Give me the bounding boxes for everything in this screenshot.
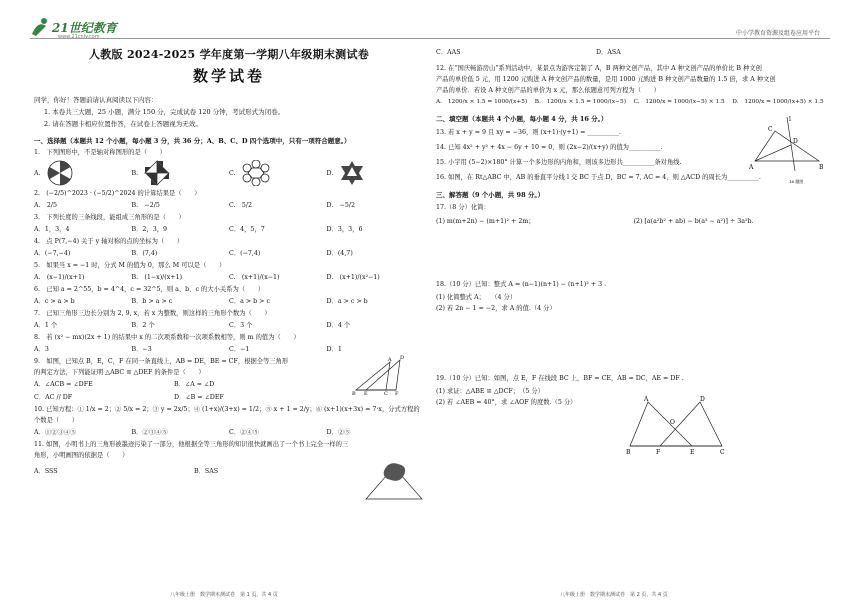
- question-2-stem: 2. (−2/5)^2023 · (−5/2)^2024 的计算结果是（ ）: [34, 190, 201, 197]
- question-4-options: [34, 247, 424, 260]
- exam-subtitle: 数学试卷: [192, 67, 265, 85]
- question-10-options: [34, 426, 424, 439]
- question-7-stem: 7. 已知三角形三边长分别为 2, 9, x，若 x 为整数，则这样的三角形个数为（ ）: [34, 310, 271, 317]
- question-18-head: 18.（10 分）已知：整式 A = (n−1)(n+1) − (n+1)² + 3 .: [436, 281, 607, 288]
- svg-text:B: B: [352, 391, 356, 396]
- question-17-head: 17.（8 分）化简：: [436, 204, 490, 211]
- question-7-options: [34, 319, 424, 332]
- right-column: [436, 44, 831, 586]
- question-9-options-row2: [34, 391, 314, 404]
- section-fill-heading: 二、填空题（本题共 4 个小题，每小题 4 分，共 16 分。）: [436, 115, 608, 123]
- svg-text:E: E: [690, 449, 695, 454]
- q11-option-b[interactable]: B．SAS: [194, 468, 219, 475]
- question-19: [436, 372, 831, 454]
- footer-right: 八年级上册 数学期末测试卷 第 2 页，共 4 页: [560, 592, 668, 598]
- q3-option-d[interactable]: D．3，3，6: [326, 226, 363, 233]
- question-12-stem-3: 产品的单价．若设 A 种文创产品的单价为 x 元，那么依题意可列方程为（ ）: [436, 87, 660, 94]
- q5-option-b[interactable]: B. (1−x)/(x+1): [131, 274, 183, 281]
- pinwheel-figure: [144, 160, 170, 186]
- q18-answer-area[interactable]: [436, 314, 831, 372]
- logo-url: www.21cnjy.com: [58, 34, 100, 40]
- q6-option-c[interactable]: C．a > b > c: [229, 298, 270, 305]
- footer-left: 八年级上册 数学期末测试卷 第 1 页，共 4 页: [170, 592, 278, 598]
- q2-option-a[interactable]: A. 2/5: [34, 202, 57, 209]
- svg-text:F: F: [395, 391, 399, 396]
- svg-text:l: l: [789, 116, 791, 123]
- q9-option-a[interactable]: A．∠ACB = ∠DFE: [34, 381, 93, 388]
- q16-figure-caption: 16 题图: [789, 179, 804, 184]
- notice: [34, 94, 424, 130]
- question-11-stem-1: 11. 如图，小明书上的三角形被墨迹污染了一部分，他根据全等三角形的知识很快就画出了一个书上完全一样的三: [34, 441, 349, 448]
- q19-crossing-triangles-figure: [626, 394, 726, 454]
- question-12-stem-2: 产品的单价低 5 元，用 1200 元购进 A 种文创产品的数量，是用 1000 元购进 B 种文创产品数量的 1.5 倍，求 A 种文创: [436, 76, 776, 83]
- notice-item-2: 2. 请在答题卡相应位置作答，在试卷上答题视为无效。: [44, 120, 202, 128]
- question-12-stem-1: 12. 在“国庆畅游房山”系列活动中，某景点为游客定制了 A，B 两种文创产品，其中 A 种文创产品的单价比 B 种文创: [436, 65, 762, 72]
- q8-option-b[interactable]: B．−3: [131, 346, 152, 353]
- q10-option-b[interactable]: B．②③④⑤: [131, 429, 168, 436]
- q1-option-d[interactable]: D.: [327, 160, 425, 186]
- q11-option-d[interactable]: D．ASA: [596, 49, 621, 56]
- question-8-stem: 8. 若 (x² − mx)(2x + 1) 的结果中 x 的二次项系数和一次项系数相等，则 m 的值为（ ）: [34, 334, 300, 341]
- q6-option-a[interactable]: A．c > a > b: [34, 298, 75, 305]
- q6-option-d[interactable]: D．a > c > b: [326, 298, 368, 305]
- q18-part-2: (2) 若 2n − 1 = −2，求 A 的值.（4 分）: [436, 305, 556, 312]
- question-9-stem-2: 的判定方法，下列能证明 △ABC ≌ △DEF 的条件是（ ）: [34, 369, 205, 376]
- q11-option-a[interactable]: A．SSS: [34, 468, 58, 475]
- question-16: 16. 如图，在 Rt△ABC 中，AB 的垂直平分线 l 交 BC 于点 D，BC = 7, AC = 4，则 △ACD 的周长为__________.: [436, 174, 761, 181]
- q2-option-c[interactable]: C. 5/2: [229, 202, 253, 209]
- question-2-options: [34, 199, 424, 212]
- question-13: 13. 若 x + y = 9 且 xy = −36，则 (x+1)·(y+1) = __________.: [436, 129, 621, 136]
- q4-option-b[interactable]: B．(7,4): [131, 250, 158, 257]
- svg-text:B: B: [819, 164, 824, 171]
- q17-answer-area[interactable]: [436, 228, 831, 278]
- platform-name: 中小学教育资源及组卷应用平台: [735, 30, 820, 37]
- q2-option-b[interactable]: B. −2/5: [131, 202, 160, 209]
- q18-part-1: (1) 化简整式 A； （4 分）: [436, 294, 517, 301]
- q19-part-2: (2) 若 ∠AEB = 40°，求 ∠AOF 的度数.（5 分）: [436, 399, 577, 406]
- q1-option-a[interactable]: A.: [34, 160, 132, 186]
- q8-option-d[interactable]: D．1: [326, 346, 342, 353]
- q3-option-c[interactable]: C．4，5，7: [229, 226, 265, 233]
- svg-text:E: E: [364, 391, 368, 396]
- q5-option-d[interactable]: D. (x+1)/(x²−1): [326, 274, 380, 281]
- section-choice-heading: 一、选择题（本题共 12 个小题，每小题 3 分，共 36 分；A、B、C、D 四个选项中，只有一项符合题意。）: [34, 137, 351, 145]
- q12-option-a[interactable]: A. 1200/x × 1.5 = 1000/(x+5): [436, 99, 528, 105]
- q4-option-a[interactable]: A．(−7,−4): [34, 250, 71, 257]
- q16-right-triangle-figure: [747, 113, 827, 185]
- question-9-stem-1: 9. 如图，已知点 B，E，C，F 在同一条直线上，AB = DE，BE = CF，根据全等三角形: [34, 358, 289, 365]
- q8-option-c[interactable]: C．−1: [229, 346, 250, 353]
- svg-text:D: D: [793, 138, 798, 145]
- question-1-stem: 1. 下列图形中，不是轴对称图形的是（ ）: [34, 149, 166, 156]
- section-answer-heading: 三、解答题（9 个小题，共 98 分。）: [436, 191, 545, 199]
- svg-text:D: D: [400, 355, 405, 361]
- q6-option-b[interactable]: B．b > a > c: [131, 298, 173, 305]
- svg-text:C: C: [384, 391, 388, 396]
- header-divider: [30, 38, 830, 39]
- question-3-stem: 3. 下列长度的三条线段，能组成三角形的是（ ）: [34, 214, 185, 221]
- notice-greeting: 同学，你好！答题前请认真阅读以下内容：: [34, 96, 158, 104]
- q4-option-c[interactable]: C．(−7,4): [229, 250, 261, 257]
- q1-option-c[interactable]: C.: [229, 160, 327, 186]
- q11-option-c[interactable]: C．AAS: [436, 49, 461, 56]
- fill-in-section: [436, 113, 831, 185]
- question-5-options: [34, 271, 424, 284]
- svg-text:O: O: [670, 419, 675, 426]
- question-4-stem: 4. 点 P(7,−4) 关于 y 轴对称的点的坐标为（ ）: [34, 238, 184, 245]
- logo-text: 21世纪教育: [52, 21, 117, 35]
- q9-option-d[interactable]: D．∠B = ∠DEF: [174, 394, 224, 401]
- question-17-parts: [436, 215, 831, 228]
- q4-option-d[interactable]: D．(4,7): [326, 250, 353, 257]
- question-11-stem-2: 角形，小明画图的依据是（ ）: [34, 452, 129, 459]
- question-1-options: [34, 158, 424, 188]
- notice-item-1: 1. 本卷共三大题，25 小题，满分 150 分，完成试卷 120 分钟，考试形式为闭卷。: [44, 108, 285, 116]
- q2-option-d[interactable]: D. −5/2: [326, 202, 356, 209]
- q19-part-1: (1) 求证：△ABE ≌ △DCF； （5 分）: [436, 388, 544, 395]
- question-15: 15. 小宇用 (5−2)×180° 计算一个多边形的内角和，则该多边形共__________条对角线.: [436, 159, 682, 166]
- question-11: [34, 439, 424, 478]
- svg-text:A: A: [749, 164, 754, 171]
- question-11-options-row1: [34, 465, 354, 478]
- left-column: [34, 44, 424, 586]
- q5-option-c[interactable]: C. (x+1)/(x−1): [229, 274, 280, 281]
- question-9-options-row1: [34, 378, 314, 391]
- svg-text:A: A: [388, 357, 392, 363]
- q9-triangles-figure: [352, 352, 424, 396]
- q7-option-c[interactable]: C．3 个: [229, 322, 253, 329]
- exam-title: 人教版 2024-2025 学年度第一学期八年级期末测试卷: [88, 48, 370, 61]
- question-10-stem: 10. 已知方程：① 1/x = 2；② 5/x = 2；③ y = 2x/5；④ (1+x)/(3+x) = 1/2；⑤ x + 1 = 2/y；⑥ (x+1)(x+3x) = 7·x，分式方程的个数是（ ）: [34, 406, 420, 424]
- q12-option-d[interactable]: D. 1200/x = 1000/(x+5) × 1.5: [732, 99, 824, 105]
- svg-text:F: F: [656, 449, 661, 454]
- question-6-options: [34, 295, 424, 308]
- q8-option-a[interactable]: A．3: [34, 346, 49, 353]
- question-12-options: [436, 96, 831, 109]
- svg-text:C: C: [768, 126, 773, 133]
- question-5-stem: 5. 如果当 x = −1 时，分式 M 的值为 0，那么 M 可以是（ ）: [34, 262, 226, 269]
- question-3-options: [34, 223, 424, 236]
- q12-option-c[interactable]: C. 1200/x = 1000/(x−5) × 1.5: [633, 99, 725, 105]
- q10-option-a[interactable]: A．①②③④⑤: [34, 429, 77, 436]
- q7-option-b[interactable]: B．2 个: [131, 322, 155, 329]
- q9-option-b[interactable]: B．∠A = ∠D: [174, 381, 215, 388]
- q12-option-b[interactable]: B. 1200/x × 1.5 = 1000/(x−5): [534, 99, 626, 105]
- flower-hexagon-figure: [242, 160, 270, 186]
- question-9: [34, 356, 424, 404]
- question-6-stem: 6. 已知 a = 2^55，b = 4^4，c = 32^5，则 a、b、c 的大小关系为（ ）: [34, 286, 264, 293]
- star-of-david-figure: [339, 160, 365, 186]
- svg-text:A: A: [644, 396, 649, 403]
- q17-part-2: (2) [a(a²b² + ab) − b(a³ − a²)] ÷ 3a²b.: [633, 218, 754, 225]
- q3-option-a[interactable]: A．1，3，4: [34, 226, 70, 233]
- q9-option-c[interactable]: C．AC // DF: [34, 394, 73, 401]
- q10-option-c[interactable]: C．②④⑤: [229, 429, 260, 436]
- question-19-head: 19.（10 分）已知：如图，点 E，F 在线段 BC 上，BF = CE，AB = DC，AE = DF .: [436, 375, 684, 382]
- fan-circle-figure: [47, 160, 73, 186]
- q5-option-a[interactable]: A. (x−1)/(x+1): [34, 274, 85, 281]
- q7-option-d[interactable]: D．4 个: [326, 322, 351, 329]
- q7-option-a[interactable]: A．1 个: [34, 322, 58, 329]
- question-11-options-row2: [436, 46, 756, 59]
- q3-option-b[interactable]: B．2，3，9: [131, 226, 168, 233]
- question-14: 14. 已知 4x² + y² + 4x − 6y + 10 = 0，则 (2x−2)/(x+y) 的值为__________.: [436, 144, 663, 151]
- q17-part-1: (1) m(m+2n) − (m+1)² + 2m；: [436, 218, 535, 225]
- q11-inkblot-triangle-figure: [364, 461, 424, 501]
- svg-text:C: C: [720, 449, 725, 454]
- q1-option-b[interactable]: B.: [132, 160, 230, 186]
- svg-text:D: D: [700, 396, 705, 403]
- q10-option-d[interactable]: D．②⑤: [326, 429, 351, 436]
- svg-text:B: B: [626, 449, 631, 454]
